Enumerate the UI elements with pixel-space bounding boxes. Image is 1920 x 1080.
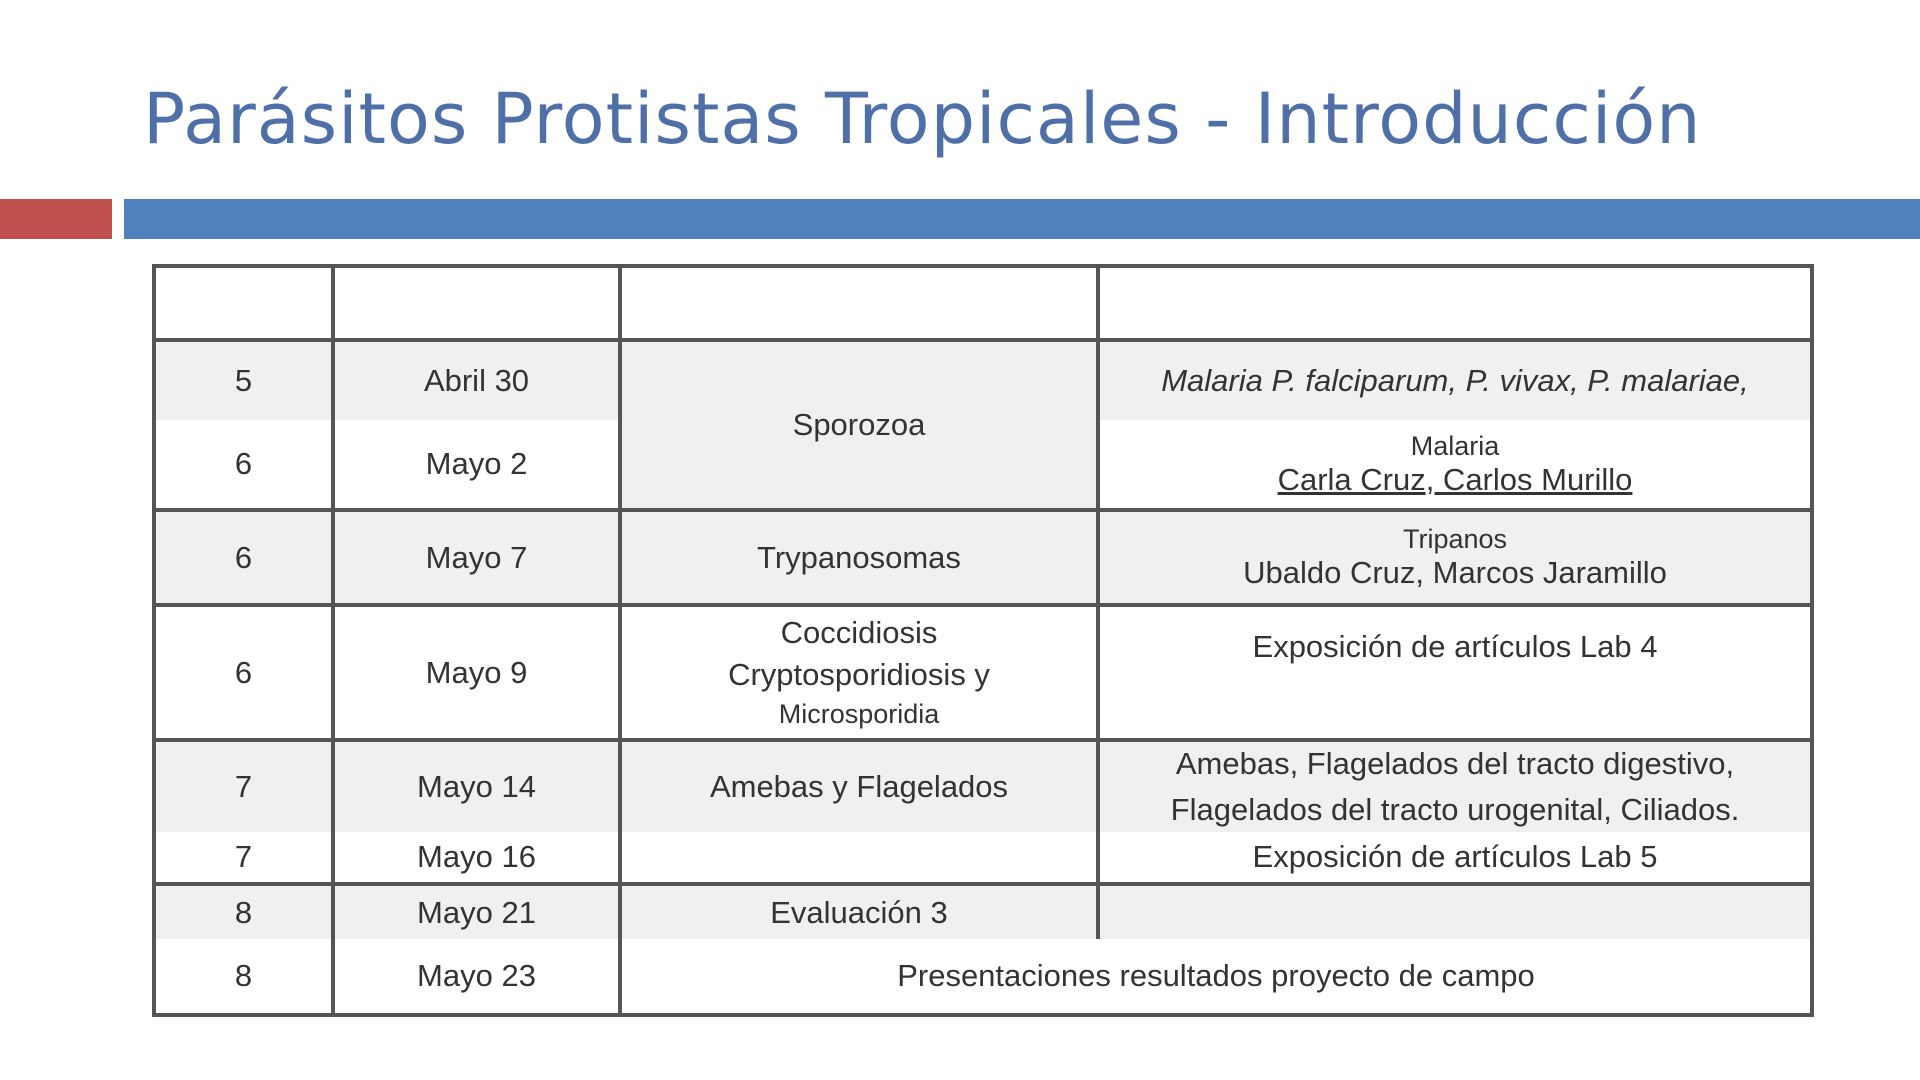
date-cell: Mayo 9 (333, 605, 620, 740)
content-cell: Exposición de artículos Lab 5 (1098, 832, 1812, 884)
table-row (154, 939, 1812, 1015)
schedule-table (152, 264, 1814, 1017)
topic-line: Coccidiosis (780, 615, 938, 650)
header-week (154, 266, 333, 340)
header-content (1098, 266, 1812, 340)
table-row (154, 510, 1812, 605)
week-cell: 8 (154, 884, 333, 939)
content-line: Flagelados del tracto urogenital, Ciliados. (1170, 792, 1740, 827)
content-line: Amebas, Flagelados del tracto digestivo, (1175, 746, 1735, 781)
content-cell (1098, 510, 1812, 605)
content-top-text: Malaria (1410, 430, 1500, 461)
header-date (333, 266, 620, 340)
accent-bar-red (0, 199, 112, 239)
date-cell: Mayo 2 (333, 420, 620, 510)
topic-cell: Amebas y Flagelados (620, 740, 1098, 832)
week-cell: 7 (154, 832, 333, 884)
date-cell: Mayo 7 (333, 510, 620, 605)
week-cell: 8 (154, 939, 333, 1015)
table-row (154, 884, 1812, 939)
table-header-row (154, 266, 1812, 340)
content-cell (1098, 740, 1812, 832)
slide-title: Parásitos Protistas Tropicales - Introducción (143, 78, 1702, 160)
header-topic (620, 266, 1098, 340)
content-text: Malaria P. falciparum, P. vivax, P. malariae, (1161, 363, 1749, 398)
content-top-text: Tripanos (1402, 524, 1508, 554)
table-row (154, 740, 1812, 832)
merged-cell: Presentaciones resultados proyecto de campo (620, 939, 1812, 1015)
week-cell: 6 (154, 605, 333, 740)
table-row (154, 832, 1812, 884)
date-cell: Abril 30 (333, 340, 620, 420)
topic-line: Microsporidia (778, 699, 940, 729)
topic-line: Cryptosporidiosis y (728, 657, 990, 692)
date-cell: Mayo 16 (333, 832, 620, 884)
date-cell: Mayo 14 (333, 740, 620, 832)
table-row (154, 605, 1812, 740)
week-cell: 6 (154, 510, 333, 605)
content-text: Carla Cruz, Carlos Murillo (1277, 461, 1633, 497)
topic-cell: Evaluación 3 (620, 884, 1098, 939)
topic-cell (620, 605, 1098, 740)
week-cell: 5 (154, 340, 333, 420)
content-cell (1098, 884, 1812, 939)
accent-bar-blue (124, 199, 1920, 239)
topic-cell: Trypanosomas (620, 510, 1098, 605)
date-cell: Mayo 21 (333, 884, 620, 939)
topic-cell: Sporozoa (620, 340, 1098, 510)
content-cell (1098, 340, 1812, 420)
content-cell (1098, 420, 1812, 510)
week-cell: 7 (154, 740, 333, 832)
content-cell: Exposición de artículos Lab 4 (1098, 605, 1812, 740)
table-row (154, 340, 1812, 420)
date-cell: Mayo 23 (333, 939, 620, 1015)
topic-cell (620, 832, 1098, 884)
content-text: Ubaldo Cruz, Marcos Jaramillo (1243, 555, 1667, 590)
week-cell: 6 (154, 420, 333, 510)
